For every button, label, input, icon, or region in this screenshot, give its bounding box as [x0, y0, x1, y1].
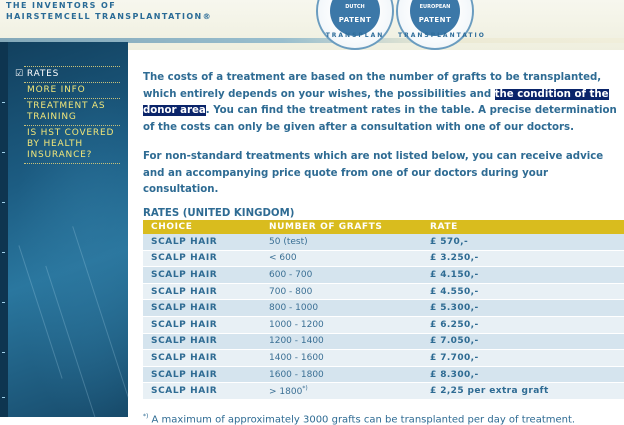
cell-rate: £ 7.700,- — [422, 350, 624, 367]
cell-choice: SCALP HAIR — [143, 234, 261, 251]
checkbox-icon: ☑ — [15, 69, 24, 79]
table-row — [143, 250, 624, 267]
intro-text-start: The costs of a treatment are based on the number of grafts to be transplanted, which entirely depends on your wishes, the possibilities and — [143, 72, 602, 100]
cell-choice: SCALP HAIR — [143, 300, 261, 317]
rates-table — [143, 220, 624, 400]
table-row — [143, 234, 624, 251]
selected-text[interactable]: the condition of the donor area — [143, 88, 609, 116]
sidebar-item-label: RATES — [26, 69, 60, 79]
cell-grafts — [261, 383, 422, 400]
cell-rate: £ 5.300,- — [422, 300, 624, 317]
sidebar-item-label: MORE INFO — [27, 85, 86, 95]
cell-rate: £ 4.150,- — [422, 267, 624, 284]
column-header-rate: RATE — [422, 220, 624, 234]
table-row — [143, 366, 624, 383]
tagline-line-2: HAIRSTEMCELL TRANSPLANTATION® — [6, 12, 213, 21]
cell-grafts: 800 - 1000 — [261, 300, 422, 317]
footnote-marker: *) — [143, 412, 149, 420]
cell-choice: SCALP HAIR — [143, 316, 261, 333]
rates-heading: RATES (UNITED KINGDOM) — [143, 207, 295, 219]
footnote — [143, 413, 624, 425]
table-row — [143, 300, 624, 317]
intro-text-end: . You can find the treatment rates in the table. A precise determination of the costs can only be given after a consultation with one of our doctors. — [143, 105, 617, 133]
cell-grafts: 600 - 700 — [261, 267, 422, 284]
sidebar — [0, 42, 128, 417]
sidebar-nav — [15, 66, 120, 164]
cell-grafts: < 600 — [261, 250, 422, 267]
footnote-text: A maximum of approximately 3000 grafts can be transplanted per day of treatment. — [148, 414, 576, 425]
table-row — [143, 267, 624, 284]
cell-grafts: 700 - 800 — [261, 283, 422, 300]
seal-country: EUROPEAN — [419, 4, 451, 10]
table-row — [143, 333, 624, 350]
footnote-marker: *) — [302, 385, 308, 393]
seal-country: DUTCH — [345, 4, 365, 10]
site-tagline[interactable] — [6, 0, 212, 22]
cell-choice: SCALP HAIR — [143, 366, 261, 383]
sidebar-item-health-insurance[interactable] — [24, 126, 120, 163]
table-row — [143, 383, 624, 400]
tagline-line-1: THE INVENTORS OF — [6, 1, 117, 10]
sidebar-item-treatment-as-training[interactable] — [24, 99, 120, 125]
sidebar-item-label: TREATMENT AS TRAINING — [27, 101, 106, 122]
column-header-choice: CHOICE — [143, 220, 261, 234]
cell-rate: £ 2,25 per extra graft — [422, 383, 624, 400]
sidebar-item-more-info[interactable] — [24, 83, 120, 98]
seal-patent-label: PATENT — [338, 16, 372, 24]
column-header-grafts: NUMBER OF GRAFTS — [261, 220, 422, 234]
table-header-row — [143, 220, 624, 234]
cell-choice: SCALP HAIR — [143, 250, 261, 267]
cell-grafts: 50 (test) — [261, 234, 422, 251]
main-content — [143, 70, 624, 425]
sidebar-item-rates[interactable] — [15, 67, 120, 82]
cell-choice: SCALP HAIR — [143, 283, 261, 300]
non-standard-paragraph: For non-standard treatments which are not listed below, you can receive advice and an accompanying price quote from one of our doctors during your consultation. — [143, 151, 604, 195]
cell-grafts: 1000 - 1200 — [261, 316, 422, 333]
sidebar-edge — [0, 42, 8, 417]
cell-grafts: 1400 - 1600 — [261, 350, 422, 367]
cost-intro-paragraph — [143, 70, 621, 136]
cell-choice: SCALP HAIR — [143, 383, 261, 400]
cell-rate: £ 7.050,- — [422, 333, 624, 350]
seal-ring-text: TRANSPLAN — [325, 32, 385, 39]
seal-patent-label: PATENT — [418, 16, 452, 24]
cell-grafts: 1200 - 1400 — [261, 333, 422, 350]
cell-rate: £ 570,- — [422, 234, 624, 251]
cell-grafts: 1600 - 1800 — [261, 366, 422, 383]
table-row — [143, 350, 624, 367]
cell-rate: £ 8.300,- — [422, 366, 624, 383]
cell-rate: £ 4.550,- — [422, 283, 624, 300]
cell-choice: SCALP HAIR — [143, 267, 261, 284]
sidebar-item-label: IS HST COVERED BY HEALTH INSURANCE? — [27, 128, 115, 160]
grafts-value: > 1800 — [269, 387, 303, 398]
cell-choice: SCALP HAIR — [143, 333, 261, 350]
seal-ring-text: TRANSPLANTATIO — [398, 32, 486, 39]
cell-rate: £ 3.250,- — [422, 250, 624, 267]
cell-rate: £ 6.250,- — [422, 316, 624, 333]
table-row — [143, 283, 624, 300]
table-row — [143, 316, 624, 333]
cell-choice: SCALP HAIR — [143, 350, 261, 367]
